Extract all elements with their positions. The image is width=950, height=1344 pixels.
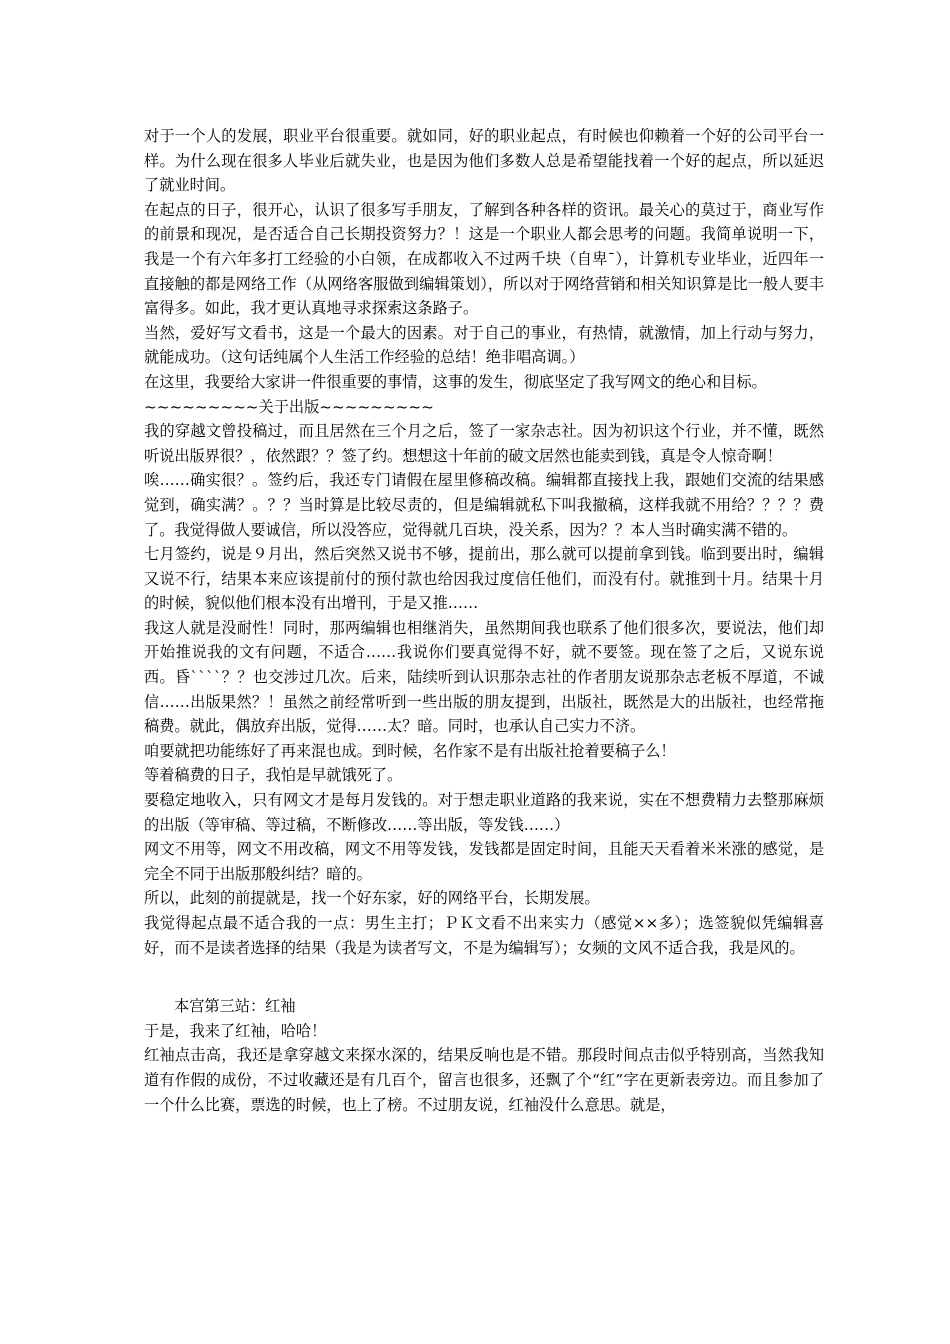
body-paragraph: 唉……确实很？。签约后，我还专门请假在屋里修稿改稿。编辑都直接找上我，跟她们交流的结果感觉到，确实满？。？？当时算是比较尽责的，但是编辑就私下叫我撤稿，这样我就不用给？？？？费了。我觉得做人要诚信，所以没答应，觉得就几百块，没关系，因为？？本人当时确实满不错的。 [144,471,824,539]
body-paragraph: 我觉得起点最不适合我的一点：男生主打；ＰＫ文看不出来实力（感觉××多）；选签貌似凭编辑喜好，而不是读者选择的结果（我是为读者写文，不是为编辑写）；女频的文风不适合我，我是风的。 [144,914,824,957]
body-paragraph: 我的穿越文曾投稿过，而且居然在三个月之后，签了一家杂志社。因为初识这个行业，并不懂，既然听说出版界很？，依然跟？？签了约。想想这十年前的破文居然也能卖到钱，真是令人惊奇啊！ [144,422,824,465]
body-paragraph: 咱要就把功能练好了再来混也成。到时候，名作家不是有出版社抢着要稿子么！ [144,741,676,760]
body-paragraph: 在这里，我要给大家讲一件很重要的事情，这事的发生，彻底坚定了我写网文的绝心和目标。 [144,372,767,391]
paragraph-spacer [144,960,824,994]
body-paragraph: 所以，此刻的前提就是，找一个好东家，好的网络平台，长期发展。 [144,889,600,908]
body-paragraph: 于是，我来了红袖，哈哈！ [144,1021,327,1040]
section-heading: 本宫第三站：红袖 [174,997,296,1016]
body-paragraph: 红袖点击高，我还是拿穿越文来探水深的，结果反响也是不错。那段时间点击似乎特别高，当然我知道有作假的成份，不过收藏还是有几百个，留言也很多，还飘了个“红”字在更新表旁边。而且参加了一个什么比赛，票选的时候，也上了榜。不过朋友说，红袖没什么意思。就是， [144,1046,824,1114]
body-paragraph: 等着稿费的日子，我怕是早就饿死了。 [144,766,403,785]
document-page [144,124,824,1117]
body-paragraph: 网文不用等，网文不用改稿，网文不用等发钱，发钱都是固定时间，且能天天看着米米涨的感觉，是完全不同于出版那般纠结？暗的。 [144,840,824,883]
body-paragraph: 对于一个人的发展，职业平台很重要。就如同，好的职业起点，有时候也仰赖着一个好的公司平台一样。为什么现在很多人毕业后就失业，也是因为他们多数人总是希望能找着一个好的起点，所以延迟了就业时间。 [144,127,824,195]
body-paragraph: 当然，爱好写文看书，这是一个最大的因素。对于自己的事业，有热情，就激情，加上行动与努力，就能成功。（这句话纯属个人生活工作经验的总结！绝非唱高调。） [144,323,824,367]
body-paragraph: 我这人就是没耐性！同时，那两编辑也相继消失，虽然期间我也联系了他们很多次，要说法，他们却开始推说我的文有问题，不适合……我说你们要真觉得不好，就不要签。现在签了之后，又说东说西。昏ˋˋˋˋ？？也交涉过几次。后来，陆续听到认识那杂志社的作者朋友说那杂志老板不厚道，不诚信……出版果然？！虽然之前经常听到一些出版的朋友提到，出版社，既然是大的出版社，也经常拖稿费。就此，偶放弃出版，觉得……太？暗。同时，也承认自己实力不济。 [144,618,824,736]
body-paragraph: 在起点的日子，很开心，认识了很多写手朋友，了解到各种各样的资讯。最关心的莫过于，商业写作的前景和现况，是否适合自己长期投资努力？！这是一个职业人都会思考的问题。我简单说明一下，我是一个有六年多打工经验的小白领，在成都收入不过两千块（自卑ˉ），计算机专业毕业，近四年一直接触的都是网络工作（从网络客服做到编辑策划），所以对于网络营销和相关知识算是比一般人要丰富得多。如此，我才更认真地寻求探索这条路子。 [144,200,824,318]
body-paragraph: 要稳定地收入，只有网文才是每月发钱的。对于想走职业道路的我来说，实在不想费精力去整那麻烦的出版（等审稿、等过稿，不断修改……等出版，等发钱……） [144,791,824,834]
body-paragraph: 七月签约，说是９月出，然后突然又说书不够，提前出，那么就可以提前拿到钱。临到要出时，编辑又说不行，结果本来应该提前付的预付款也给因我过度信任他们，而没有付。就推到十月。结果十月的时候，貌似他们根本没有出增刊，于是又推…… [144,545,824,613]
section-divider-title: ~~~~~~~~~关于出版~~~~~~~~~ [144,397,434,416]
